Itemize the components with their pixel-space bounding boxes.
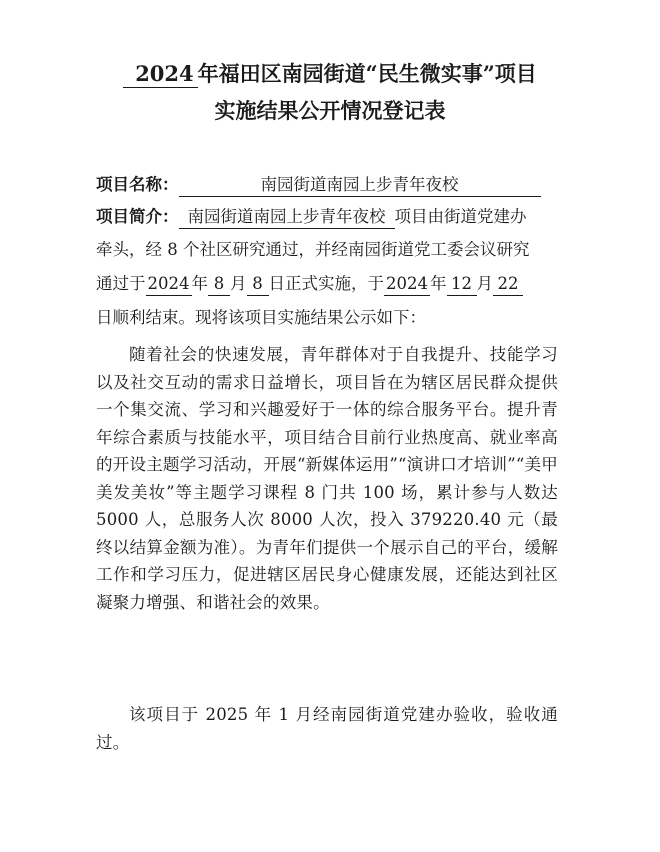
month-char-2: 月 bbox=[476, 274, 493, 293]
end-month: 12 bbox=[447, 273, 477, 296]
project-intro-text-1: 项目由街道党建办 bbox=[394, 207, 527, 226]
project-name-value: 南园街道南园上步青年夜校 bbox=[179, 174, 541, 197]
document-title-line2: 实施结果公开情况登记表 bbox=[214, 98, 446, 123]
title-line1-text: 年福田区南园街道“民生微实事”项目 bbox=[197, 61, 537, 86]
start-year: 2024 bbox=[146, 273, 192, 296]
project-intro-line-2: 牵头，经 8 个社区研究通过，并经南园街道党工委会议研究 bbox=[96, 240, 530, 259]
end-day: 22 bbox=[493, 273, 523, 296]
start-month: 8 bbox=[208, 273, 230, 296]
month-char-1: 月 bbox=[230, 274, 247, 293]
year-char-1: 年 bbox=[191, 274, 208, 293]
start-day: 8 bbox=[247, 273, 269, 296]
project-intro-label: 项目简介： bbox=[96, 207, 179, 226]
project-name-row bbox=[96, 173, 541, 197]
intro-passed-text: 通过于 bbox=[96, 274, 146, 293]
project-intro-line-3 bbox=[96, 272, 523, 296]
end-year: 2024 bbox=[384, 273, 430, 296]
project-intro-row bbox=[96, 205, 527, 229]
intro-start-text: 日正式实施，于 bbox=[268, 274, 384, 293]
project-intro-name: 南园街道南园上步青年夜校 bbox=[179, 206, 395, 229]
project-intro-line-4: 日顺利结束。现将该项目实施结果公示如下： bbox=[96, 308, 426, 327]
title-year: 2024 bbox=[123, 61, 197, 88]
year-char-2: 年 bbox=[430, 274, 447, 293]
project-name-label: 项目名称： bbox=[96, 175, 179, 194]
result-paragraph-1: 随着社会的快速发展，青年群体对于自我提升、技能学习以及社交互动的需求日益增长，项目旨在为辖区居民群众提供一个集交流、学习和兴趣爱好于一体的综合服务平台。提升青年综合素质与技能水平，项目结合目前行业热度高、就业率高的开设主题学习活动，开展“新媒体运用”“演讲口才培训”“美甲美发美妆”等主题学习课程 8 门共 100 场，累计参与人数达 5000 人，总服务人次 8000 人次，投入 379220.40 元（最终以结算金额为准）。为青年们提供一个展示自己的平台，缓解工作和学习压力，促进辖区居民身心健康发展，还能达到社区凝聚力增强、和谐社会的效果。 bbox=[96, 345, 558, 612]
document-title-line1 bbox=[0, 60, 660, 88]
result-paragraph-2: 该项目于 2025 年 1 月经南园街道党建办验收，验收通过。 bbox=[96, 705, 558, 752]
